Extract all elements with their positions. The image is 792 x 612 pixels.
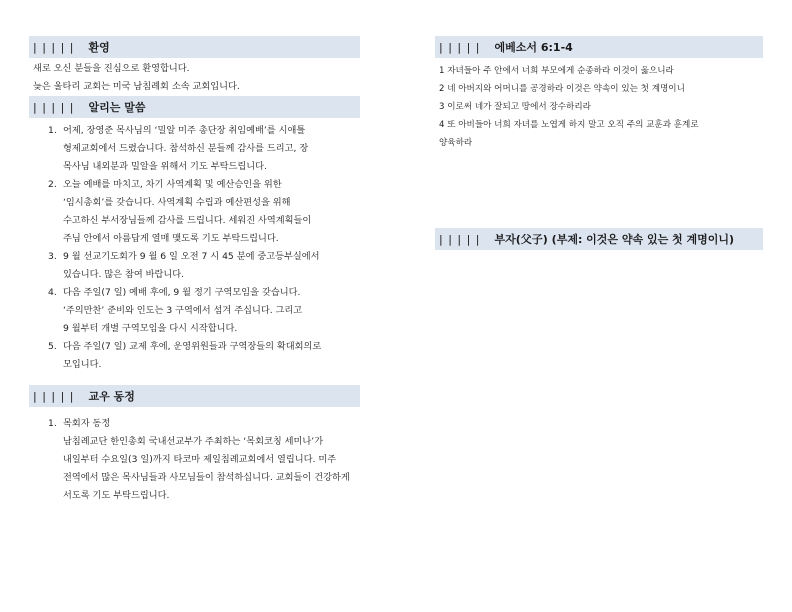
announcements-list bbox=[29, 122, 360, 374]
members-header bbox=[29, 385, 360, 407]
section-bars: | | | | | bbox=[33, 40, 75, 54]
list-item bbox=[29, 415, 360, 505]
announcements-header bbox=[29, 96, 360, 118]
announcements-title: 알리는 말씀 bbox=[88, 101, 146, 114]
item-line: ‘주의만찬’ 준비와 인도는 3 구역에서 섬겨 주십니다. 그리고 bbox=[63, 305, 303, 316]
item-line: 오늘 예배를 마치고, 차기 사역계획 및 예산승인을 위한 bbox=[63, 179, 282, 190]
welcome-line-1: 새로 오신 분들을 진심으로 환영합니다. bbox=[33, 63, 190, 74]
list-item bbox=[29, 284, 360, 338]
list-item bbox=[29, 176, 360, 248]
section-bars: | | | | | bbox=[439, 232, 481, 246]
welcome-title: 환영 bbox=[88, 41, 110, 54]
item-line: 9 월 선교기도회가 9 월 6 일 오전 7 시 45 분에 중고등부실에서 bbox=[63, 251, 320, 262]
sermon-title: 부자(父子) (부제: 이것은 약속 있는 첫 계명이니) bbox=[494, 233, 735, 246]
members-title: 교우 동정 bbox=[88, 390, 135, 403]
members-list bbox=[29, 415, 360, 505]
item-line: 다음 주일(7 일) 예배 후에, 9 월 정기 구역모임을 갖습니다. bbox=[63, 287, 301, 298]
item-line: 목사님 내외분과 밀알을 위해서 기도 부탁드립니다. bbox=[63, 161, 267, 172]
left-column bbox=[29, 36, 360, 505]
item-line: 형제교회에서 드렸습니다. 참석하신 분들께 감사를 드리고, 장 bbox=[63, 143, 309, 154]
item-number: 4. bbox=[48, 287, 57, 298]
item-line: 모입니다. bbox=[63, 359, 102, 370]
section-bars: | | | | | bbox=[33, 389, 75, 403]
item-line: 어제, 장영준 목사님의 ‘밀알 미주 총단장 취임예배’를 시애틀 bbox=[63, 125, 306, 136]
scripture-header bbox=[435, 36, 763, 58]
sermon-header bbox=[435, 228, 763, 250]
item-line: 다음 주일(7 일) 교제 후에, 운영위원들과 구역장들의 확대회의로 bbox=[63, 341, 322, 352]
welcome-line-2: 늦은 울타리 교회는 미국 남침례회 소속 교회입니다. bbox=[33, 81, 240, 92]
section-bars: | | | | | bbox=[439, 40, 481, 54]
verse-line: 양육하라 bbox=[439, 138, 473, 148]
item-line: 내일부터 수요일(3 일)까지 타코마 제일침례교회에서 열립니다. 미주 bbox=[63, 454, 337, 465]
item-line: 9 월부터 개별 구역모임을 다시 시작합니다. bbox=[63, 323, 238, 334]
item-line: 주님 안에서 아름답게 열매 맺도록 기도 부탁드립니다. bbox=[63, 233, 279, 244]
item-number: 5. bbox=[48, 341, 57, 352]
item-line: 목회자 동정 bbox=[63, 418, 111, 429]
item-number: 3. bbox=[48, 251, 57, 262]
item-number: 2. bbox=[48, 179, 57, 190]
verse-line: 4 또 아비들아 너희 자녀를 노엽게 하지 말고 오직 주의 교훈과 훈계로 bbox=[439, 120, 699, 130]
item-line: 서도록 기도 부탁드립니다. bbox=[63, 490, 170, 501]
right-column bbox=[435, 36, 763, 250]
item-number: 1. bbox=[48, 418, 57, 429]
item-line: 수고하신 부서장님들께 감사를 드립니다. 세워진 사역계획들이 bbox=[63, 215, 312, 226]
item-number: 1. bbox=[48, 125, 57, 136]
item-line: 전역에서 많은 목사님들과 사모님들이 참석하십니다. 교회들이 건강하게 bbox=[63, 472, 350, 483]
list-item bbox=[29, 122, 360, 176]
scripture-title: 에베소서 6:1-4 bbox=[494, 41, 573, 54]
verse-line: 1 자녀들아 주 안에서 너희 부모에게 순종하라 이것이 옳으니라 bbox=[439, 66, 674, 76]
verse-line: 2 네 아버지와 어머니를 공경하라 이것은 약속이 있는 첫 계명이니 bbox=[439, 84, 685, 94]
list-item bbox=[29, 248, 360, 284]
item-line: ‘임시총회’를 갖습니다. 사역계획 수립과 예산편성을 위해 bbox=[63, 197, 291, 208]
item-line: 남침례교단 한인총회 국내선교부가 주최하는 ‘목회코칭 세미나’가 bbox=[63, 436, 324, 447]
item-line: 있습니다. 많은 참여 바랍니다. bbox=[63, 269, 185, 280]
list-item bbox=[29, 338, 360, 374]
welcome-header bbox=[29, 36, 360, 58]
verse-line: 3 이로써 네가 잘되고 땅에서 장수하리라 bbox=[439, 102, 591, 112]
section-bars: | | | | | bbox=[33, 100, 75, 114]
